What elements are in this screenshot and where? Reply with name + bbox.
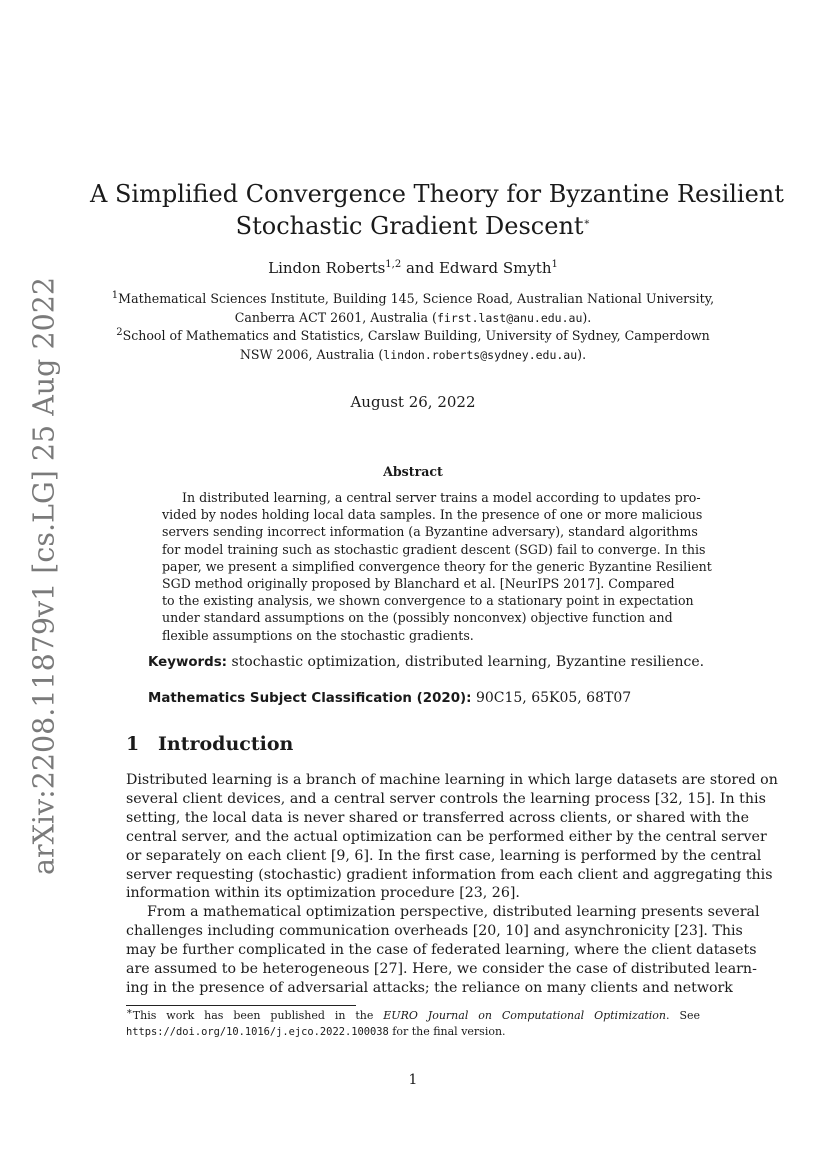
doi-link[interactable]: https://doi.org/10.1016/j.ejco.2022.100038 [126, 1026, 389, 1038]
title-footnote-mark: ∗ [583, 217, 591, 228]
body-line: From a mathematical optimization perspective, distributed learning presents several [147, 904, 760, 921]
footnote-text: . See [666, 1009, 700, 1022]
author-list [90, 258, 736, 278]
author-affiliation-mark: 1,2 [385, 259, 402, 270]
affiliation-text: School of Mathematics and Statistics, Carslaw Building, University of Sydney, Camperdown [122, 328, 710, 343]
title-line-2 [90, 210, 736, 242]
arxiv-identifier: arXiv:2208.11879v1 [cs.LG] 25 Aug 2022 [27, 277, 61, 875]
affiliation-2-line-1 [104, 327, 722, 346]
abstract-line: In distributed learning, a central server trains a model according to updates pro- [182, 490, 701, 505]
abstract-body [162, 489, 712, 644]
section-number: 1 [126, 733, 140, 755]
abstract-line: vided by nodes holding local data samples. In the presence of one or more malicious [162, 507, 703, 523]
affiliation-text: Canberra ACT 2601, Australia ( [234, 309, 437, 325]
affiliation-2-line-2 [104, 346, 722, 365]
body-line: setting, the local data is never shared or transferred across clients, or shared with the [126, 809, 750, 826]
abstract-line: under standard assumptions on the (possibly nonconvex) objective function and [162, 610, 673, 626]
body-line: or separately on each client [9, 6]. In the first case, learning is performed by the central [126, 847, 762, 864]
msc-label: Mathematics Subject Classification (2020): [148, 691, 472, 706]
body-line: are assumed to be heterogeneous [27]. Here, we consider the case of distributed learn- [126, 961, 757, 978]
paper-title [90, 178, 784, 242]
body-line: challenges including communication overheads [20, 10] and asynchronicity [23]. This [126, 923, 743, 940]
affiliation-text: ). [582, 309, 592, 325]
footnote-text: for the final version. [388, 1025, 506, 1038]
body-line: central server, and the actual optimization can be performed either by the central server [126, 828, 767, 845]
abstract-line: flexible assumptions on the stochastic gradients. [162, 627, 474, 643]
affiliations [104, 290, 722, 364]
body-line: information within its optimization procedure [23, 26]. [126, 885, 520, 902]
email-link[interactable]: lindon.roberts@sydney.edu.au [383, 347, 578, 362]
journal-name: EURO Journal on Computational Optimization [383, 1009, 667, 1022]
keywords [148, 654, 704, 670]
body-line: server requesting (stochastic) gradient information from each client and aggregating this [126, 866, 773, 883]
keywords-label: Keywords: [148, 655, 228, 670]
email-link[interactable]: first.last@anu.edu.au [436, 310, 583, 325]
affiliation-text: Mathematical Sciences Institute, Building 145, Science Road, Australian National University, [118, 291, 715, 306]
author-name: Edward Smyth [438, 259, 552, 277]
author-conjunction: and [401, 259, 439, 277]
footnote-divider [126, 1005, 356, 1006]
abstract-line: for model training such as stochastic gradient descent (SGD) fail to converge. In this [162, 541, 706, 557]
footnote-text: This work has been published in the [132, 1009, 384, 1022]
body-line: Distributed learning is a branch of machine learning in which large datasets are stored on [126, 772, 778, 788]
publication-date: August 26, 2022 [350, 393, 476, 411]
footnote-line-2 [126, 1024, 700, 1040]
affiliation-1-line-2 [104, 309, 722, 328]
author-name: Lindon Roberts [268, 259, 386, 277]
body-line: may be further complicated in the case of federated learning, where the client datasets [126, 942, 757, 959]
page-number: 1 [408, 1072, 418, 1088]
body-line: several client devices, and a central server controls the learning process [32, 15]. In this [126, 790, 766, 807]
msc-classification [148, 690, 631, 706]
affiliation-text: NSW 2006, Australia ( [239, 346, 384, 362]
introduction-body [126, 771, 778, 998]
keywords-text: stochastic optimization, distributed learning, Byzantine resilience. [227, 654, 705, 670]
footnote-line-1 [126, 1008, 700, 1024]
affiliation-number: 1 [111, 289, 119, 301]
abstract-line: to the existing analysis, we shown convergence to a stationary point in expectation [162, 593, 694, 609]
footnote-mark: ∗ [126, 1006, 133, 1018]
abstract-line: paper, we present a simplified convergence theory for the generic Byzantine Resilient [162, 558, 712, 574]
affiliation-1-line-1 [104, 290, 722, 309]
footnote [126, 1008, 700, 1040]
msc-codes: 90C15, 65K05, 68T07 [471, 690, 632, 706]
title-line-2-text: Stochastic Gradient Descent [235, 212, 584, 240]
affiliation-number: 2 [116, 326, 123, 338]
body-line: ing in the presence of adversarial attacks; the reliance on many clients and network [126, 979, 733, 996]
abstract-line: servers sending incorrect information (a Byzantine adversary), standard algorithms [162, 524, 698, 540]
section-title: Introduction [158, 733, 294, 755]
section-heading [126, 733, 293, 755]
abstract-heading: Abstract [383, 464, 443, 479]
abstract-line: SGD method originally proposed by Blanchard et al. [NeurIPS 2017]. Compared [162, 576, 675, 592]
title-line-1: A Simplified Convergence Theory for Byzantine Resilient [90, 180, 784, 208]
affiliation-text: ). [577, 346, 587, 362]
author-affiliation-mark: 1 [551, 259, 558, 270]
